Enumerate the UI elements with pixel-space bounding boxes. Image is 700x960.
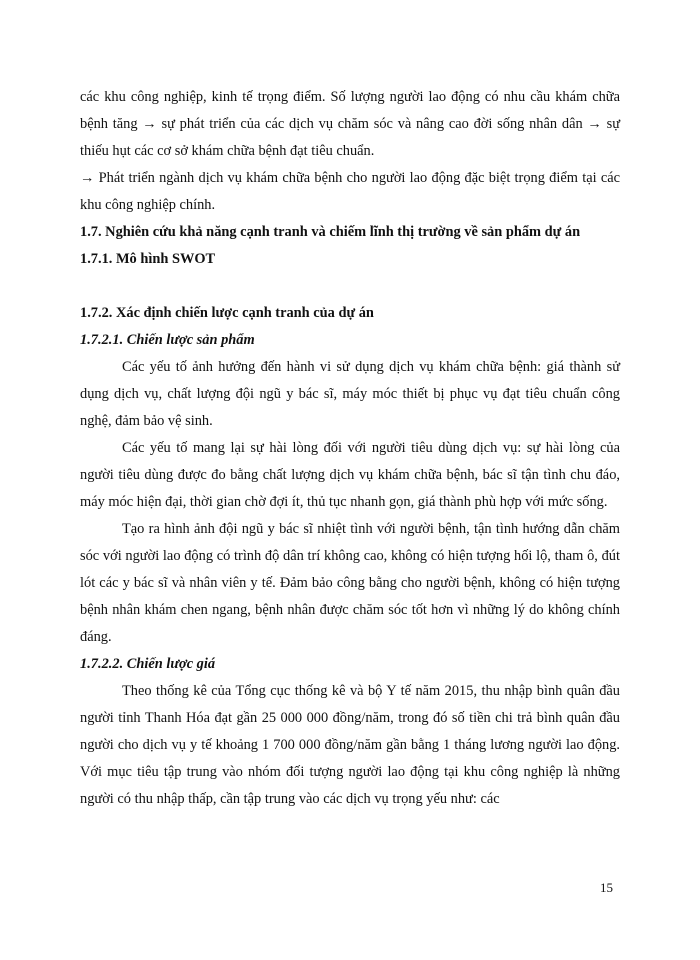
document-body	[80, 84, 620, 813]
paragraph-product-1: Các yếu tố ảnh hưởng đến hành vi sử dụng dịch vụ khám chữa bệnh: giá thành sử dụng dịch vụ, chất lượng đội ngũ y bác sĩ, máy móc thiết bị phục vụ đạt tiêu chuẩn công nghệ, đảm bảo vệ sinh.	[80, 359, 620, 429]
heading-1-7: 1.7. Nghiên cứu khả năng cạnh tranh và chiếm lĩnh thị trường về sản phẩm dự án	[80, 224, 581, 240]
heading-1-7-2-1: 1.7.2.1. Chiến lược sản phẩm	[80, 332, 255, 348]
paragraph-intro-2: → Phát triển ngành dịch vụ khám chữa bệnh cho người lao động đặc biệt trọng điểm tại các khu công nghiệp chính.	[80, 170, 620, 213]
paragraph-price-1: Theo thống kê của Tổng cục thống kê và bộ Y tế năm 2015, thu nhập bình quân đầu người tỉnh Thanh Hóa đạt gần 25 000 000 đồng/năm, trong đó số tiền chi trả bình quân đầu người cho dịch vụ y tế khoảng 1 700 000 đồng/năm gần bằng 1 tháng lương người lao động. Với mục tiêu tập trung vào nhóm đối tượng người lao động tại khu công nghiệp là những người có thu nhập thấp, cần tập trung vào các dịch vụ trọng yếu như: các	[80, 683, 620, 807]
paragraph-product-3: Tạo ra hình ảnh đội ngũ y bác sĩ nhiệt tình với người bệnh, tận tình hướng dẫn chăm sóc với người lao động có trình độ dân trí không cao, không có hiện tượng hối lộ, tham ô, đút lót các y bác sĩ và nhân viên y tế. Đảm bảo công bằng cho người bệnh, không có hiện tượng bệnh nhân khám chen ngang, bệnh nhân được chăm sóc tốt hơn vì những lý do không chính đáng.	[80, 521, 620, 645]
page-number: 15	[600, 880, 613, 895]
paragraph-intro-1: các khu công nghiệp, kinh tế trọng điểm. Số lượng người lao động có nhu cầu khám chữa bệnh tăng → sự phát triển của các dịch vụ chăm sóc và nâng cao đời sống nhân dân → sự thiếu hụt các cơ sở khám chữa bệnh đạt tiêu chuẩn.	[80, 89, 620, 159]
empty-line	[80, 273, 620, 300]
heading-1-7-2-2: 1.7.2.2. Chiến lược giá	[80, 656, 216, 672]
paragraph-product-2: Các yếu tố mang lại sự hài lòng đối với người tiêu dùng dịch vụ: sự hài lòng của người tiêu dùng được đo bằng chất lượng dịch vụ khám chữa bệnh, bác sĩ tận tình chu đáo, máy móc hiện đại, thời gian chờ đợi ít, thủ tục nhanh gọn, giá thành phù hợp với mức sống.	[80, 440, 620, 510]
heading-1-7-1: 1.7.1. Mô hình SWOT	[80, 251, 216, 267]
heading-1-7-2: 1.7.2. Xác định chiến lược cạnh tranh của dự án	[80, 305, 374, 321]
